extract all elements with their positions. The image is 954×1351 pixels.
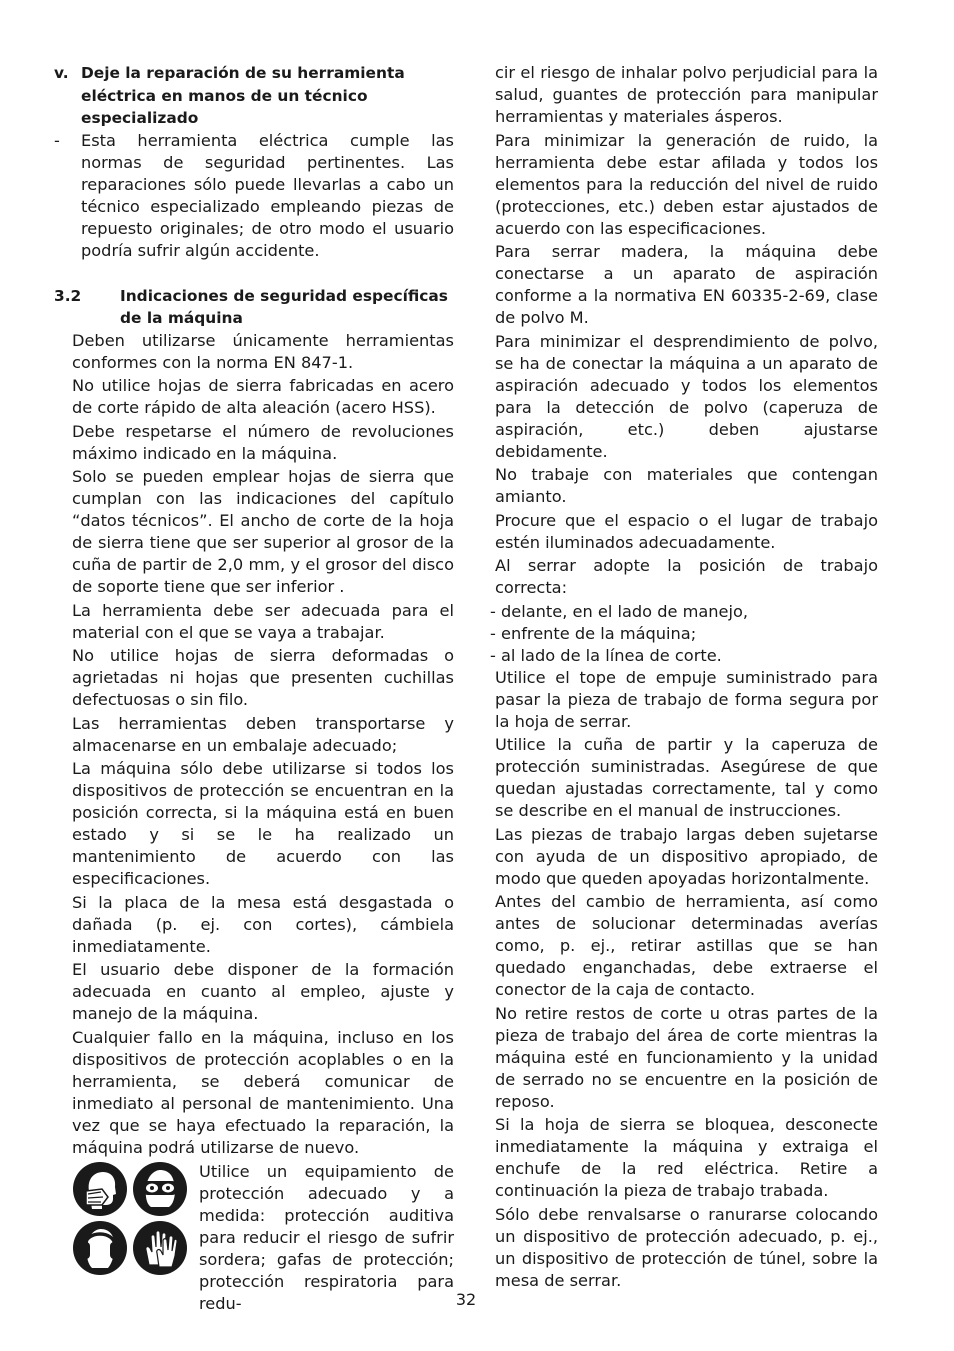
dash-item: - enfrente de la máquina; xyxy=(490,623,697,643)
heading-v-number: v. xyxy=(54,64,69,82)
right-paragraph: Al serrar adopte la posición de trabajo correcta: xyxy=(495,556,878,597)
bullet-text: Esta herramienta eléctrica cumple las normas de seguridad pertinentes. Las reparaciones sólo puede llevarlas a cabo un técnico especializado empleando piezas de repuesto originales; de otro modo el usuario podría sufrir algún accidente. xyxy=(81,130,454,260)
left-paragraph: Si la placa de la mesa está desgastada o dañada (p. ej. con cortes), cámbiela inmediatamente. xyxy=(72,892,454,956)
heading-v-title: Deje la reparación de su herramienta eléctrica en manos de un técnico especializado xyxy=(81,64,405,127)
heading-3-2 xyxy=(54,285,454,330)
right-paragraph: Utilice la cuña de partir y la caperuza de protección suministradas. Asegúrese de que quedan ajustadas correctamente, tal y como se describe en el manual de instrucciones. xyxy=(495,735,878,820)
right-paragraph: Antes del cambio de herramienta, así como antes de solucionar determinadas averías como, p. ej., retirar astillas que se han quedado enganchadas, debe extraerse el conector de la caja de contacto. xyxy=(495,892,878,999)
left-paragraph: La máquina sólo debe utilizarse si todos los dispositivos de protección se encuentran en la posición correcta, si la máquina está en buen estado y si se le ha realizado un mantenimiento de acuerdo con las especificaciones. xyxy=(72,759,454,888)
left-paragraph: La herramienta debe ser adecuada para el material con el que se vaya a trabajar. xyxy=(72,600,454,642)
dash-item: - al lado de la línea de corte. xyxy=(490,645,722,665)
left-paragraph: Cualquier fallo en la máquina, incluso en los dispositivos de protección acoplables o en la herramienta, se deberá comunicar de inmediato al personal de mantenimiento. Una vez que se haya efectuado la reparación, la máquina podrá utilizarse de nuevo. xyxy=(72,1027,454,1157)
right-paragraph: Utilice el tope de empuje suministrado para pasar la pieza de trabajo de forma segura por la hoja de serrar. xyxy=(495,667,878,731)
repair-bullet xyxy=(54,130,454,262)
page-number: 32 xyxy=(455,1290,477,1309)
safety-goggles-icon xyxy=(132,1161,188,1217)
left-paragraph: Las herramientas deben transportarse y almacenarse en un embalaje adecuado; xyxy=(72,713,454,755)
right-column xyxy=(490,62,878,1293)
right-paragraph: Si la hoja de sierra se bloquea, desconecte inmediatamente la máquina y extraiga el enchufe de la red eléctrica. Retire a continuación la pieza de trabajo trabada. xyxy=(495,1115,878,1200)
left-paragraph: Debe respetarse el número de revoluciones máximo indicado en la máquina. xyxy=(72,421,454,463)
right-paragraph: No trabaje con materiales que contengan amianto. xyxy=(495,465,878,506)
left-paragraph: Solo se pueden emplear hojas de sierra que cumplan con las indicaciones del capítulo “datos técnicos”. El ancho de corte de la hoja de sierra tiene que ser superior al grosor de la cuña de partir de 2,0 mm, y el grosor del disco de soporte tiene que ser inferior . xyxy=(72,467,454,596)
heading-3-2-number: 3.2 xyxy=(54,286,82,305)
ppe-text: Utilice un equipamiento de protección adecuado y a medida: protección auditiva para reducir el riesgo de sufrir sordera; gafas de protección; protección respiratoria para redu- xyxy=(199,1161,454,1313)
right-paragraph: Para minimizar la generación de ruido, la herramienta debe estar afilada y todos los elementos para la reducción del nivel de ruido (protecciones, etc.) deben estar ajustados de acuerdo con las especificaciones. xyxy=(495,130,878,238)
left-column xyxy=(54,62,454,1315)
heading-3-2-title: Indicaciones de seguridad específicas de la máquina xyxy=(120,286,448,327)
right-paragraph: Sólo debe renvalsarse o ranurarse colocando un dispositivo de protección adecuado, p. ej., un dispositivo de protección de túnel, sobre la mesa de serrar. xyxy=(495,1204,878,1290)
heading-v xyxy=(54,62,454,130)
left-paragraph: Deben utilizarse únicamente herramientas conformes con la norma EN 847-1. xyxy=(72,330,454,372)
right-paragraph: Las piezas de trabajo largas deben sujetarse con ayuda de un dispositivo apropiado, de modo que queden apoyadas horizontalmente. xyxy=(495,824,878,888)
dash-item: - delante, en el lado de manejo, xyxy=(490,601,749,621)
respirator-mask-icon xyxy=(72,1161,128,1217)
left-paragraph: No utilice hojas de sierra deformadas o agrietadas ni hojas que presenten cuchillas defectuosas o sin filo. xyxy=(72,646,454,709)
right-paragraph: No retire restos de corte u otras partes de la pieza de trabajo del área de corte mientras la máquina esté en funcionamiento y la unidad de serrado no se encuentre en la posición de reposo. xyxy=(495,1003,878,1111)
ppe-icons xyxy=(72,1161,199,1283)
right-paragraph: Para minimizar el desprendimiento de polvo, se ha de conectar la máquina a un aparato de aspiración adecuado y todos los elementos para la detección de polvo (caperuza de aspiración, etc.) deben ajustarse debidamente. xyxy=(495,331,878,461)
right-paragraph: cir el riesgo de inhalar polvo perjudicial para la salud, guantes de protección para manipular herramientas y materiales ásperos. xyxy=(495,63,878,126)
right-paragraph: Para serrar madera, la máquina debe conectarse a un aparato de aspiración conforme a la normativa EN 60335-2-69, clase de polvo M. xyxy=(495,242,878,327)
right-paragraph: Procure que el espacio o el lugar de trabajo estén iluminados adecuadamente. xyxy=(495,510,878,552)
bullet-marker: - xyxy=(54,130,60,150)
ear-protection-icon xyxy=(72,1220,128,1276)
protective-gloves-icon xyxy=(132,1220,188,1276)
left-paragraph: No utilice hojas de sierra fabricadas en acero de corte rápido de alta aleación (acero HSS). xyxy=(72,376,454,417)
left-paragraph: El usuario debe disponer de la formación adecuada en cuanto al empleo, ajuste y manejo de la máquina. xyxy=(72,960,454,1023)
